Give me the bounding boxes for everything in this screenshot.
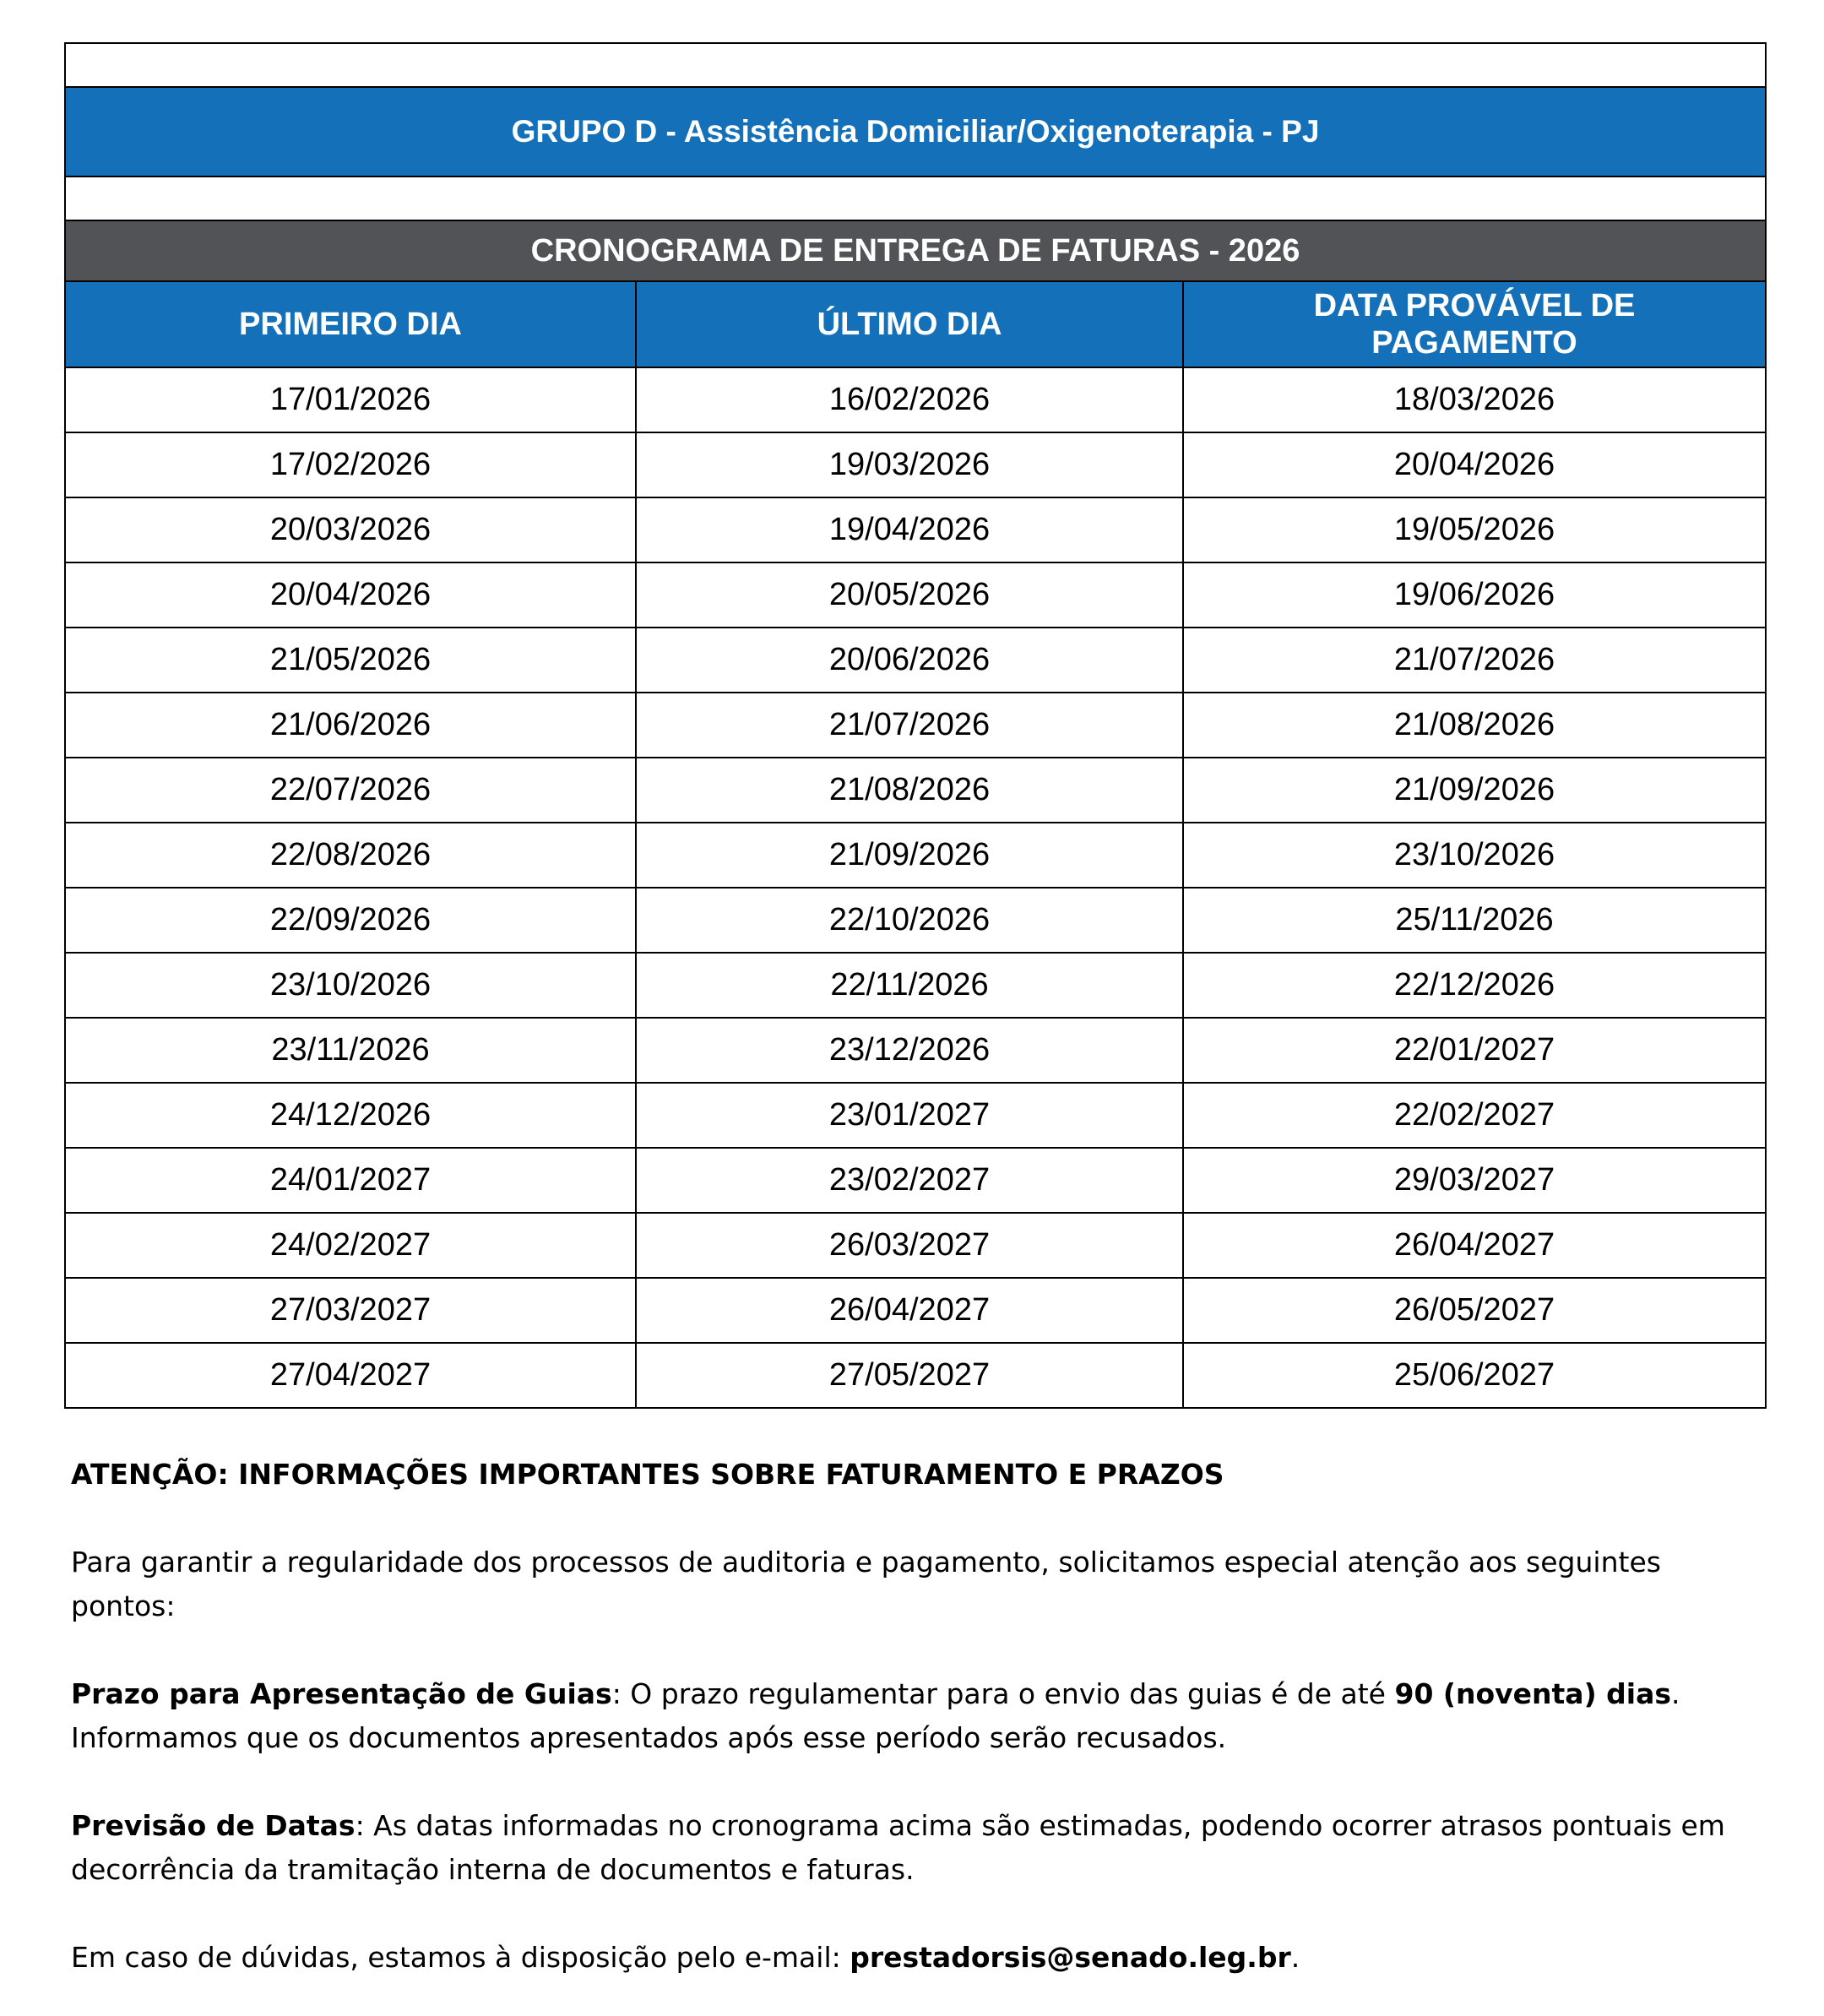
table-row <box>66 1278 1765 1343</box>
notes-contact <box>71 1936 1760 1980</box>
contact-email[interactable]: prestadorsis@senado.leg.br <box>850 1941 1291 1974</box>
dates-text: : As datas informadas no cronograma acima são estimadas, podendo ocorrer atrasos pontuais em decorrência da tramitação interna de documentos e faturas. <box>71 1809 1725 1886</box>
blank-top-row <box>66 44 1765 88</box>
table-row <box>66 953 1765 1018</box>
notes-dates <box>71 1804 1760 1892</box>
cell-first-day: 27/03/2027 <box>66 1278 636 1343</box>
schedule-body <box>66 367 1765 1407</box>
cell-last-day: 19/04/2026 <box>636 497 1183 562</box>
column-header-first-day: PRIMEIRO DIA <box>66 281 636 367</box>
cell-payment-date: 22/02/2027 <box>1183 1083 1765 1148</box>
cell-first-day: 24/12/2026 <box>66 1083 636 1148</box>
cell-payment-date: 21/08/2026 <box>1183 693 1765 758</box>
cell-payment-date: 21/09/2026 <box>1183 758 1765 823</box>
cell-first-day: 22/07/2026 <box>66 758 636 823</box>
cell-payment-date: 25/06/2027 <box>1183 1343 1765 1407</box>
table-row <box>66 367 1765 432</box>
cell-payment-date: 21/07/2026 <box>1183 628 1765 693</box>
cell-first-day: 17/02/2026 <box>66 432 636 497</box>
blank-middle-row <box>66 177 1765 221</box>
cell-last-day: 26/04/2027 <box>636 1278 1183 1343</box>
cell-payment-date: 25/11/2026 <box>1183 888 1765 953</box>
cell-payment-date: 19/05/2026 <box>1183 497 1765 562</box>
schedule-table <box>66 280 1765 1407</box>
cell-payment-date: 29/03/2027 <box>1183 1148 1765 1213</box>
cell-last-day: 20/05/2026 <box>636 562 1183 628</box>
cell-last-day: 23/12/2026 <box>636 1018 1183 1083</box>
cell-first-day: 20/03/2026 <box>66 497 636 562</box>
table-row <box>66 888 1765 953</box>
deadline-label: Prazo para Apresentação de Guias <box>71 1677 612 1710</box>
cell-last-day: 26/03/2027 <box>636 1213 1183 1278</box>
deadline-text-b: . Informamos que os documentos apresentados após esse período serão recusados. <box>71 1677 1680 1754</box>
cell-last-day: 21/07/2026 <box>636 693 1183 758</box>
cell-last-day: 27/05/2027 <box>636 1343 1183 1407</box>
contact-end: . <box>1290 1941 1300 1974</box>
table-row <box>66 628 1765 693</box>
cell-payment-date: 18/03/2026 <box>1183 367 1765 432</box>
table-row <box>66 562 1765 628</box>
cell-last-day: 23/01/2027 <box>636 1083 1183 1148</box>
cell-last-day: 21/09/2026 <box>636 823 1183 888</box>
cell-first-day: 23/10/2026 <box>66 953 636 1018</box>
notes-deadline <box>71 1672 1760 1760</box>
table-row <box>66 1018 1765 1083</box>
cell-first-day: 20/04/2026 <box>66 562 636 628</box>
cell-last-day: 22/10/2026 <box>636 888 1183 953</box>
table-row <box>66 497 1765 562</box>
cell-last-day: 20/06/2026 <box>636 628 1183 693</box>
cell-payment-date: 23/10/2026 <box>1183 823 1765 888</box>
table-row <box>66 1343 1765 1407</box>
table-row <box>66 1148 1765 1213</box>
column-header-payment-date-label: DATA PROVÁVEL DE PAGAMENTO <box>1313 288 1636 361</box>
schedule-title: CRONOGRAMA DE ENTREGA DE FATURAS - 2026 <box>66 221 1765 280</box>
cell-first-day: 27/04/2027 <box>66 1343 636 1407</box>
schedule-sheet <box>64 42 1767 1409</box>
group-title: GRUPO D - Assistência Domiciliar/Oxigenoterapia - PJ <box>66 88 1765 177</box>
cell-first-day: 22/09/2026 <box>66 888 636 953</box>
column-header-payment-date <box>1183 281 1765 367</box>
cell-first-day: 21/06/2026 <box>66 693 636 758</box>
cell-last-day: 16/02/2026 <box>636 367 1183 432</box>
table-row <box>66 758 1765 823</box>
table-header-row <box>66 281 1765 367</box>
cell-first-day: 24/02/2027 <box>66 1213 636 1278</box>
column-header-last-day: ÚLTIMO DIA <box>636 281 1183 367</box>
dates-label: Previsão de Datas <box>71 1809 356 1842</box>
cell-last-day: 19/03/2026 <box>636 432 1183 497</box>
cell-first-day: 22/08/2026 <box>66 823 636 888</box>
cell-payment-date: 22/12/2026 <box>1183 953 1765 1018</box>
cell-first-day: 17/01/2026 <box>66 367 636 432</box>
notes-intro: Para garantir a regularidade dos processos de auditoria e pagamento, solicitamos especial atenção aos seguintes pontos: <box>71 1546 1661 1622</box>
cell-last-day: 22/11/2026 <box>636 953 1183 1018</box>
cell-last-day: 21/08/2026 <box>636 758 1183 823</box>
cell-payment-date: 19/06/2026 <box>1183 562 1765 628</box>
cell-first-day: 23/11/2026 <box>66 1018 636 1083</box>
cell-payment-date: 26/05/2027 <box>1183 1278 1765 1343</box>
table-row <box>66 823 1765 888</box>
cell-payment-date: 20/04/2026 <box>1183 432 1765 497</box>
table-row <box>66 1083 1765 1148</box>
table-row <box>66 693 1765 758</box>
notes-heading: ATENÇÃO: INFORMAÇÕES IMPORTANTES SOBRE FATURAMENTO E PRAZOS <box>71 1458 1224 1491</box>
cell-first-day: 21/05/2026 <box>66 628 636 693</box>
cell-payment-date: 22/01/2027 <box>1183 1018 1765 1083</box>
table-row <box>66 432 1765 497</box>
cell-last-day: 23/02/2027 <box>636 1148 1183 1213</box>
deadline-bold: 90 (noventa) dias <box>1394 1677 1671 1710</box>
cell-payment-date: 26/04/2027 <box>1183 1213 1765 1278</box>
cell-first-day: 24/01/2027 <box>66 1148 636 1213</box>
contact-text: Em caso de dúvidas, estamos à disposição pelo e-mail: <box>71 1941 850 1974</box>
deadline-text-a: : O prazo regulamentar para o envio das guias é de até <box>611 1677 1395 1710</box>
table-row <box>66 1213 1765 1278</box>
notes-section <box>71 1453 1760 1980</box>
